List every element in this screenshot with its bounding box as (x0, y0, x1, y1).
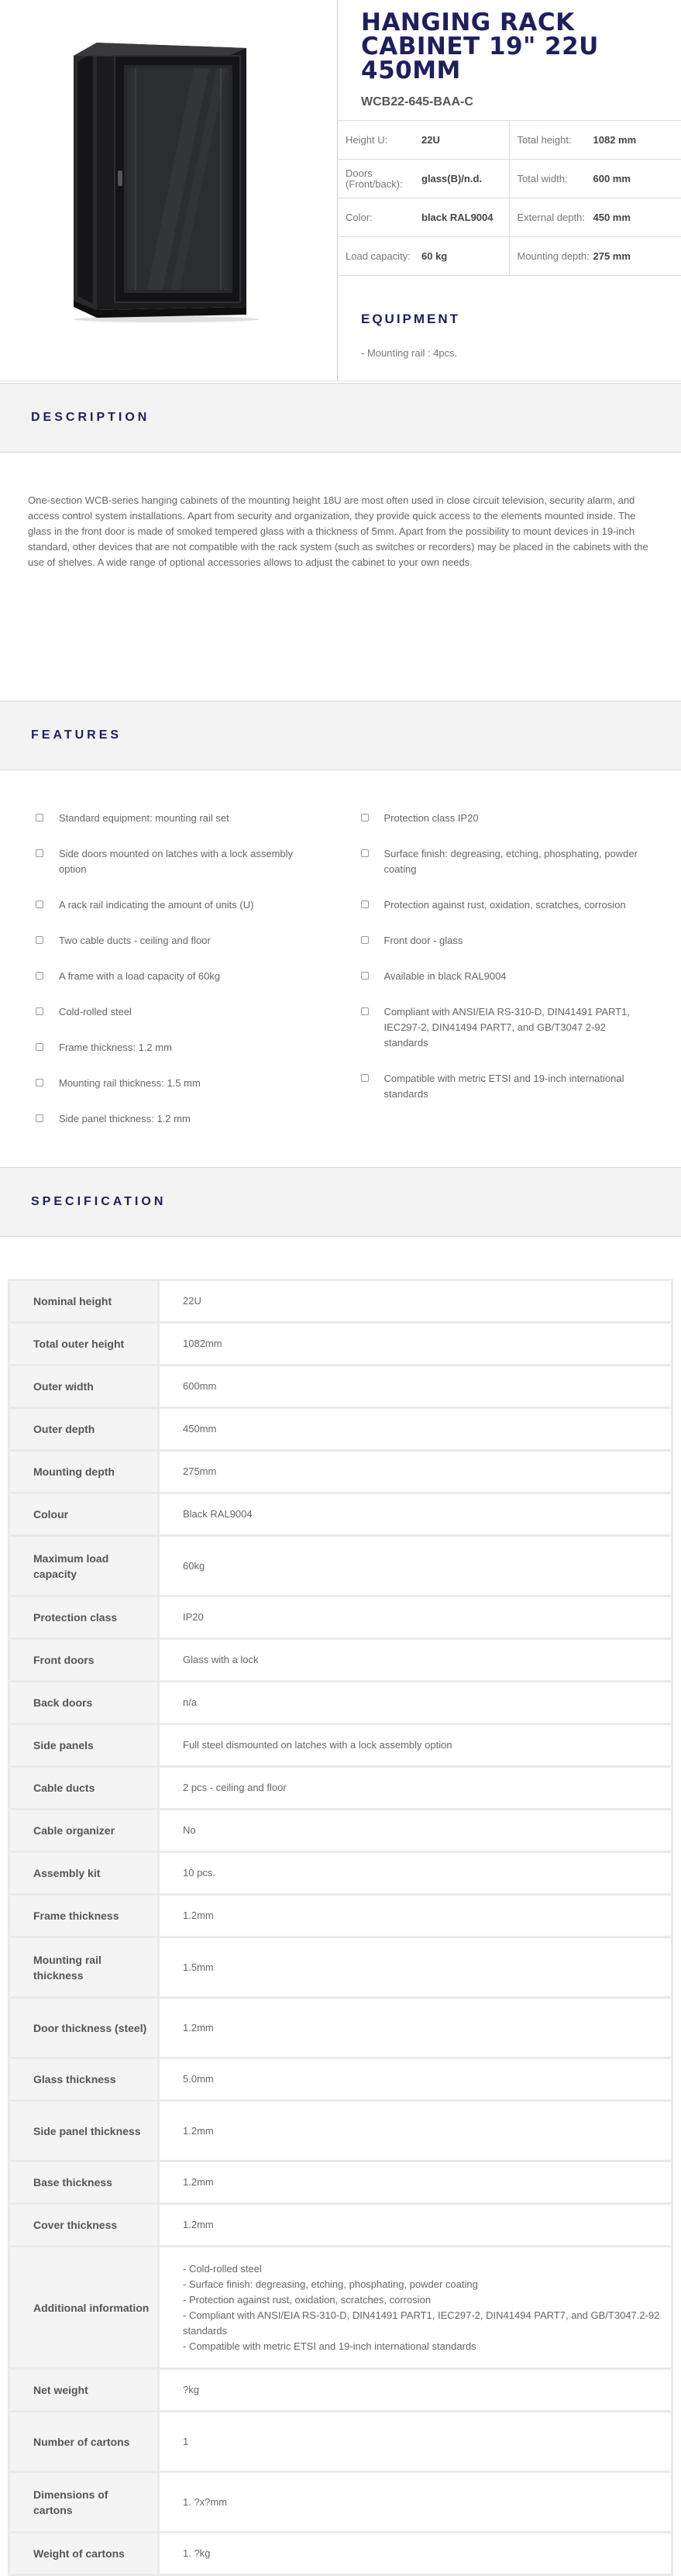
features-right-column (356, 811, 681, 1131)
spec-value: No (159, 1810, 672, 1852)
spec-row (9, 1365, 672, 1408)
checkbox-bullet-icon (36, 1007, 43, 1015)
spec-row (9, 2369, 672, 2412)
feature-item (356, 897, 681, 913)
spec-key: Nominal height (9, 1280, 159, 1323)
feature-text: Protection against rust, oxidation, scratches, corrosion (384, 897, 640, 913)
spec-value: n/a (159, 1682, 672, 1724)
description-text: One-section WCB-series hanging cabinets of the mounting height 18U are most often used in close circuit television, security alarm, and access control system installations. Apart from security and organization, they provide quick access to the elements mounted inside. The glass in the front door is made of smoked tempered glass with a thickness of 5mm. Apart from the possibility to mount devices in 19-inch standard, other devices that are not compatible with the rack system (such as switches or recorders) may be placed in the cabinets with the use of shelves. A wide range of optional accessories allows to adjust the cabinet to your own needs. (0, 453, 681, 701)
checkbox-bullet-icon (361, 849, 369, 857)
features-band (0, 701, 681, 770)
spec-row (9, 1998, 672, 2058)
checkbox-bullet-icon (36, 814, 43, 821)
quick-spec-cell (510, 160, 681, 198)
spec-key: Mounting depth (9, 1451, 159, 1493)
feature-text: Frame thickness: 1.2 mm (59, 1040, 315, 1056)
specification-band (0, 1167, 681, 1237)
spec-key: Door thickness (steel) (9, 1998, 159, 2058)
spec-row (9, 1937, 672, 1998)
spec-row (9, 1408, 672, 1451)
spec-value: Black RAL9004 (159, 1493, 672, 1536)
spec-value: 1.2mm (159, 2161, 672, 2204)
spec-value: 1082mm (159, 1323, 672, 1365)
checkbox-bullet-icon (361, 972, 369, 980)
spec-key: Mounting rail thickness (9, 1937, 159, 1998)
feature-text: Front door - glass (384, 933, 640, 949)
quick-spec-label: Color: (338, 212, 421, 223)
feature-item (31, 1111, 356, 1127)
features-heading: FEATURES (31, 728, 122, 742)
product-image (0, 0, 338, 381)
description-heading: DESCRIPTION (31, 411, 150, 425)
feature-item (31, 1004, 356, 1020)
spec-value: 450mm (159, 1408, 672, 1451)
spec-key: Total outer height (9, 1323, 159, 1365)
product-title: HANGING RACK CABINET 19" 22U 450MM (338, 11, 681, 83)
feature-item (31, 933, 356, 949)
spec-value: 5.0mm (159, 2058, 672, 2101)
quick-spec-value: 22U (421, 134, 440, 146)
feature-text: Available in black RAL9004 (384, 969, 640, 984)
spec-row (9, 1810, 672, 1852)
spec-row (9, 1724, 672, 1767)
quick-spec-cell (510, 198, 681, 237)
spec-value: IP20 (159, 1596, 672, 1639)
feature-text: Compliant with ANSI/EIA RS-310-D, DIN41491 PART1, IEC297-2, DIN41494 PART7, and GB/T3047 2-92 standards (384, 1004, 640, 1051)
feature-item (31, 811, 356, 826)
quick-spec-value: 1082 mm (593, 134, 637, 146)
spec-value: 2 pcs - ceiling and floor (159, 1767, 672, 1810)
spec-value: 1. ?kg (159, 2533, 672, 2575)
feature-item (31, 846, 356, 877)
feature-text: Cold-rolled steel (59, 1004, 315, 1020)
quick-spec-label: Total width: (510, 174, 593, 184)
spec-row (9, 1536, 672, 1596)
spec-value: - Cold-rolled steel - Surface finish: degreasing, etching, phosphating, powder coating - Protection against rust, oxidation, scratches, corrosion - Compliant with ANSI/EIA RS-310-D, DIN41491 PART1, IEC297-2, DIN41494 PART7, and GB/T3047.2-92 standards - Compatible with metric ETSI and 19-inch international standards (159, 2247, 672, 2369)
spec-value: 275mm (159, 1451, 672, 1493)
quick-spec-grid (338, 121, 681, 276)
checkbox-bullet-icon (36, 1079, 43, 1087)
checkbox-bullet-icon (361, 901, 369, 908)
quick-spec-value: 450 mm (593, 212, 631, 223)
spec-value: Full steel dismounted on latches with a lock assembly option (159, 1724, 672, 1767)
spec-key: Glass thickness (9, 2058, 159, 2101)
quick-spec-cell (338, 160, 510, 198)
product-sku: WCB22-645-BAA-C (338, 83, 681, 121)
quick-spec-cell (338, 198, 510, 237)
feature-item (356, 969, 681, 984)
features-left-column (31, 811, 356, 1131)
specification-table-wrapper (0, 1237, 681, 2576)
quick-spec-label: Height U: (338, 135, 421, 146)
spec-key: Frame thickness (9, 1895, 159, 1937)
spec-row (9, 2161, 672, 2204)
spec-row (9, 1852, 672, 1895)
quick-spec-label: Doors (Front/back): (338, 168, 421, 190)
description-band (0, 383, 681, 453)
feature-text: Mounting rail thickness: 1.5 mm (59, 1076, 315, 1091)
spec-value: 1.5mm (159, 1937, 672, 1998)
spec-row (9, 1767, 672, 1810)
spec-value: 1.2mm (159, 2101, 672, 2161)
spec-row (9, 2204, 672, 2247)
quick-spec-cell (510, 121, 681, 160)
feature-text: A rack rail indicating the amount of units (U) (59, 897, 315, 913)
spec-key: Additional information (9, 2247, 159, 2369)
equipment-item: - Mounting rail : 4pcs. (338, 327, 681, 359)
quick-spec-cell (338, 237, 510, 276)
spec-key: Side panel thickness (9, 2101, 159, 2161)
quick-spec-label: Total height: (510, 135, 593, 146)
spec-row (9, 2058, 672, 2101)
spec-value: ?kg (159, 2369, 672, 2412)
spec-value: 22U (159, 1280, 672, 1323)
spec-row (9, 1280, 672, 1323)
feature-text: Side doors mounted on latches with a lock assembly option (59, 846, 315, 877)
quick-spec-label: Mounting depth: (510, 251, 593, 262)
spec-row (9, 1596, 672, 1639)
quick-spec-value: 60 kg (421, 250, 447, 262)
spec-key: Outer width (9, 1365, 159, 1408)
features-list (0, 770, 681, 1167)
spec-row (9, 1323, 672, 1365)
spec-row (9, 2247, 672, 2369)
checkbox-bullet-icon (361, 1007, 369, 1015)
spec-key: Weight of cartons (9, 2533, 159, 2575)
quick-spec-label: Load capacity: (338, 251, 421, 262)
spec-key: Side panels (9, 1724, 159, 1767)
spec-key: Dimensions of cartons (9, 2472, 159, 2533)
spec-key: Net weight (9, 2369, 159, 2412)
quick-spec-label: External depth: (510, 212, 593, 223)
quick-spec-value: black RAL9004 (421, 212, 494, 223)
spec-row (9, 2533, 672, 2575)
checkbox-bullet-icon (361, 936, 369, 944)
feature-text: Standard equipment: mounting rail set (59, 811, 315, 826)
feature-text: Side panel thickness: 1.2 mm (59, 1111, 315, 1127)
spec-value: 600mm (159, 1365, 672, 1408)
spec-key: Cable organizer (9, 1810, 159, 1852)
spec-value: Glass with a lock (159, 1639, 672, 1682)
spec-row (9, 1639, 672, 1682)
equipment-heading: EQUIPMENT (338, 276, 681, 327)
rack-cabinet-image (0, 0, 338, 381)
spec-key: Cable ducts (9, 1767, 159, 1810)
spec-value: 1 (159, 2412, 672, 2472)
checkbox-bullet-icon (361, 814, 369, 821)
spec-row (9, 2412, 672, 2472)
spec-key: Base thickness (9, 2161, 159, 2204)
specification-table (8, 1279, 673, 2576)
quick-spec-cell (510, 237, 681, 276)
feature-item (356, 846, 681, 877)
quick-spec-cell (338, 121, 510, 160)
spec-row (9, 1895, 672, 1937)
feature-item (356, 811, 681, 826)
spec-row (9, 1493, 672, 1536)
checkbox-bullet-icon (36, 972, 43, 980)
quick-spec-value: 275 mm (593, 250, 631, 262)
spec-value: 1.2mm (159, 1998, 672, 2058)
specification-heading: SPECIFICATION (31, 1195, 166, 1209)
spec-row (9, 2472, 672, 2533)
product-header (0, 0, 681, 381)
feature-item (356, 1004, 681, 1051)
feature-item (356, 933, 681, 949)
spec-value: 60kg (159, 1536, 672, 1596)
feature-item (31, 1076, 356, 1091)
feature-text: Protection class IP20 (384, 811, 640, 826)
feature-item (31, 969, 356, 984)
spec-key: Maximum load capacity (9, 1536, 159, 1596)
feature-text: Surface finish: degreasing, etching, phosphating, powder coating (384, 846, 640, 877)
quick-spec-value: glass(B)/n.d. (421, 173, 482, 184)
spec-key: Protection class (9, 1596, 159, 1639)
feature-item (31, 1040, 356, 1056)
spec-key: Cover thickness (9, 2204, 159, 2247)
spec-value: 10 pcs. (159, 1852, 672, 1895)
spec-value: 1.2mm (159, 1895, 672, 1937)
spec-value: 1.2mm (159, 2204, 672, 2247)
checkbox-bullet-icon (36, 901, 43, 908)
spec-row (9, 2101, 672, 2161)
checkbox-bullet-icon (36, 849, 43, 857)
feature-text: A frame with a load capacity of 60kg (59, 969, 315, 984)
feature-text: Two cable ducts - ceiling and floor (59, 933, 315, 949)
quick-spec-value: 600 mm (593, 173, 631, 184)
checkbox-bullet-icon (36, 1043, 43, 1051)
spec-row (9, 1682, 672, 1724)
feature-item (31, 897, 356, 913)
checkbox-bullet-icon (36, 1114, 43, 1122)
feature-text: Compatible with metric ETSI and 19-inch international standards (384, 1071, 640, 1102)
spec-key: Number of cartons (9, 2412, 159, 2472)
spec-value: 1. ?x?mm (159, 2472, 672, 2533)
spec-row (9, 1451, 672, 1493)
spec-key: Assembly kit (9, 1852, 159, 1895)
checkbox-bullet-icon (361, 1074, 369, 1082)
feature-item (356, 1071, 681, 1102)
spec-key: Colour (9, 1493, 159, 1536)
spec-key: Back doors (9, 1682, 159, 1724)
spec-key: Outer depth (9, 1408, 159, 1451)
spec-key: Front doors (9, 1639, 159, 1682)
checkbox-bullet-icon (36, 936, 43, 944)
